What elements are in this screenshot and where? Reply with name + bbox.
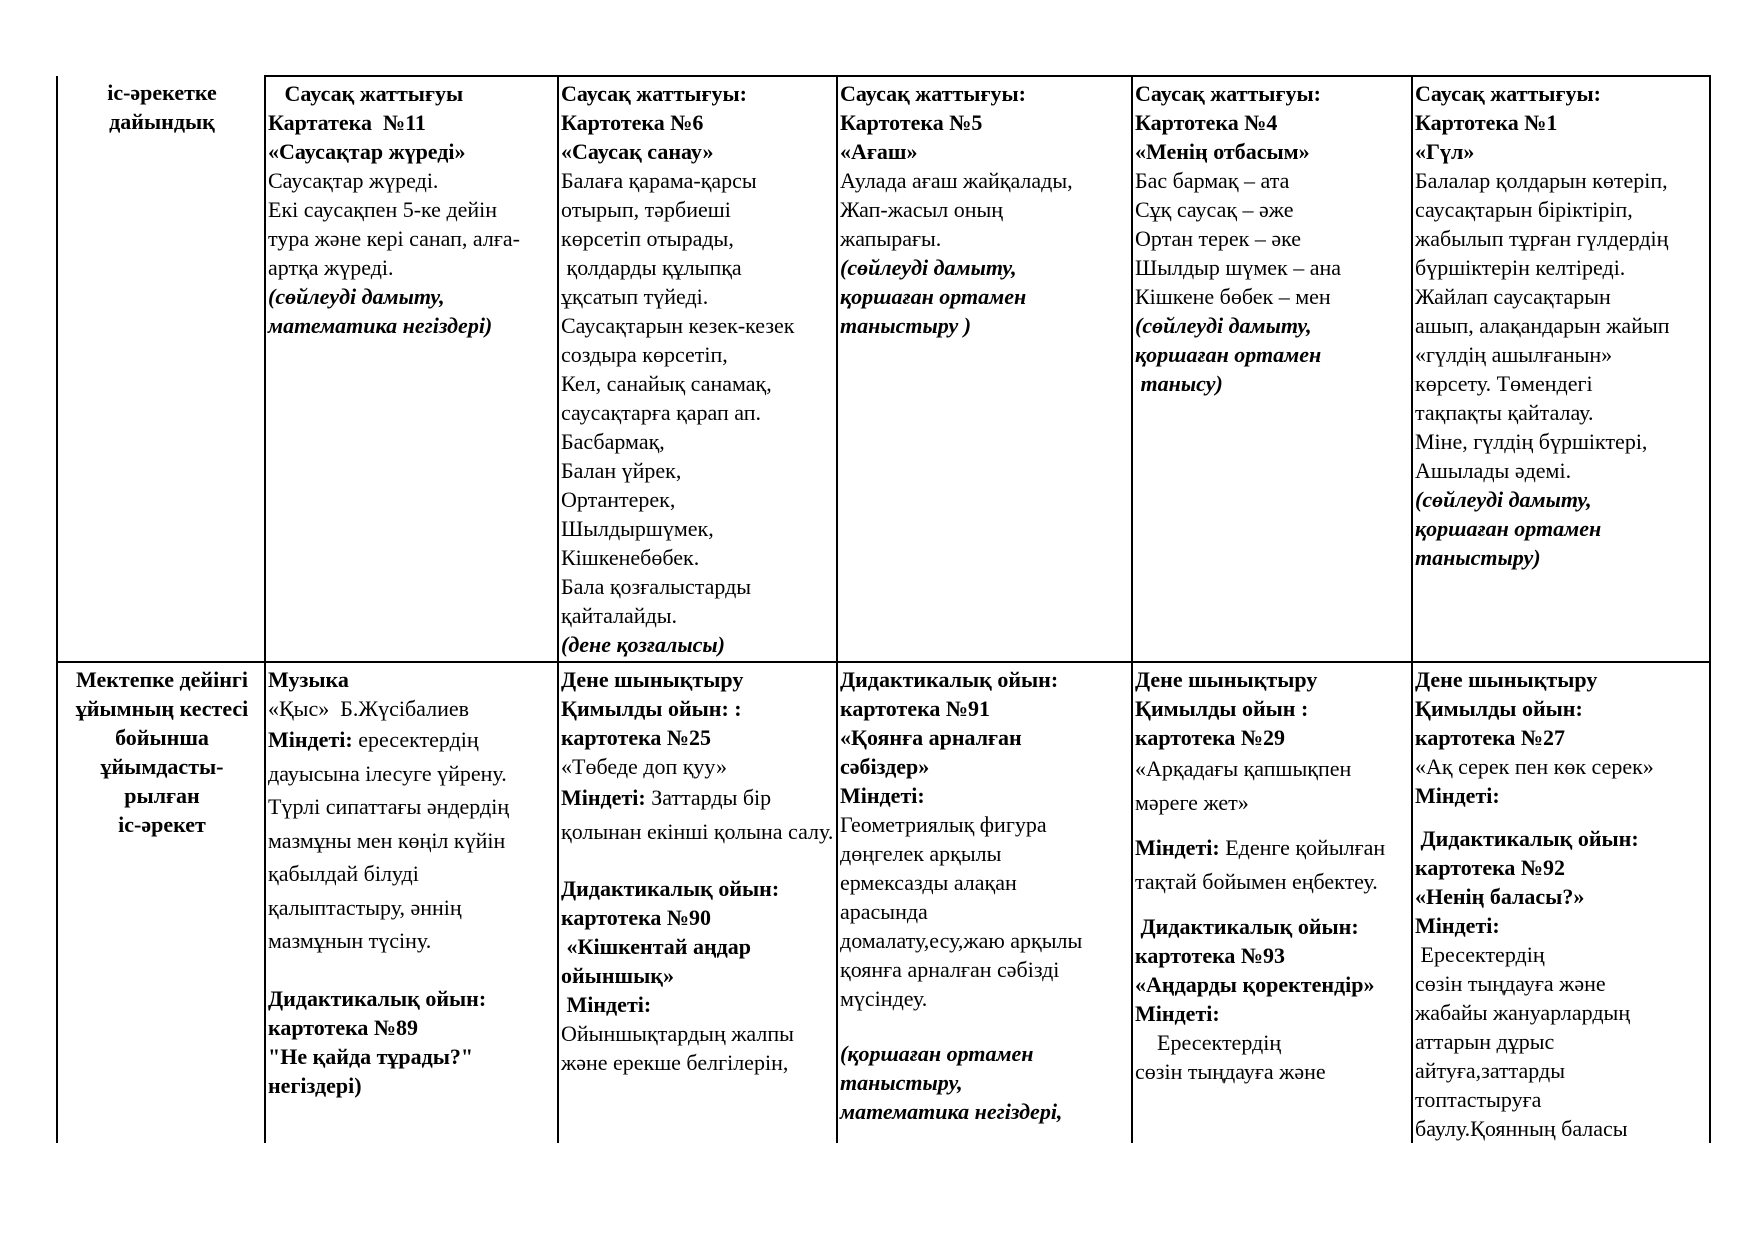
table-row-organized-activity: [57, 662, 1710, 1143]
cell-finger-exercise-1: [1412, 76, 1710, 662]
task-paragraph: [1135, 831, 1411, 898]
row-label-text: іс-әрекетке дайындық: [107, 80, 217, 134]
cell-body: Аулада ағаш жайқалады, Жап-жасыл оның жапырағы.: [840, 168, 1073, 251]
cell-heading: Дене шынықтыру Қимылды ойын: картотека №27: [1415, 667, 1598, 750]
game-title: «Арқадағы қапшықпен мәреге жет»: [1135, 756, 1357, 815]
cell-heading: Саусақ жаттығуы: Картотека №5 «Ағаш»: [840, 81, 1026, 164]
cell-note: (сөйлеуді дамыту, қоршаған ортамен таныстыру): [1415, 487, 1602, 570]
spacer: [268, 958, 557, 984]
didactic-game-text: Ойыншықтардың жалпы және ерекше белгілерін,: [561, 1021, 794, 1075]
cell-heading: Дене шынықтыру Қимылды ойын : картотека №29: [1135, 667, 1318, 750]
row-label-organized-activity: [57, 662, 265, 1143]
cell-heading: Саусақ жаттығуы Картатека №11 «Саусақтар жүреді»: [268, 81, 466, 164]
cell-note: (сөйлеуді дамыту, математика негіздері): [268, 284, 493, 338]
cell-physical-education-29: [1132, 662, 1412, 1143]
cell-note: (қоршаған ортамен таныстыру, математика негіздері,: [840, 1041, 1063, 1124]
task-text: Заттарды бір қолынан екінші қолына салу.: [561, 785, 834, 844]
row-label-text: Мектепке дейінгі ұйымның кестесі бойынша ұйымдасты- рылған іс-әрекет: [75, 667, 249, 837]
task-label: Міндеті:: [268, 727, 353, 752]
task-label: Міндеті:: [1135, 835, 1220, 860]
cell-heading: Дене шынықтыру Қимылды ойын: : картотека №25: [561, 667, 744, 750]
spacer: [1415, 810, 1709, 824]
row-label-preparation: [57, 76, 265, 662]
cell-heading: Саусақ жаттығуы: Картотека №1 «Гүл»: [1415, 81, 1601, 164]
task-text: ересектердің дауысына ілесуге үйрену. Түрлі сипаттағы әндердің мазмұны мен көңіл күйін қабылдай білуді қалыптастыру, әннің мазмұнын түсіну.: [268, 727, 515, 953]
cell-note: (дене қозғалысы): [561, 632, 725, 657]
cell-heading: Музыка: [268, 667, 349, 692]
didactic-game-heading: Дидактикалық ойын: картотека №92 «Ненің баласы?» Міндеті:: [1415, 826, 1639, 938]
task-label: Міндеті:: [561, 785, 646, 810]
spacer: [840, 1013, 1131, 1039]
spacer: [1135, 819, 1411, 831]
task-paragraph: [268, 723, 557, 958]
cell-finger-exercise-11: [265, 76, 558, 662]
spacer: [561, 848, 836, 874]
cell-heading: Саусақ жаттығуы: Картотека №6 «Саусақ санау»: [561, 81, 747, 164]
cell-heading: Саусақ жаттығуы: Картотека №4 «Менің отбасым»: [1135, 81, 1321, 164]
cell-finger-exercise-4: [1132, 76, 1412, 662]
cell-finger-exercise-6: [558, 76, 837, 662]
cell-body: Бас бармақ – ата Сұқ саусақ – әже Ортан терек – әке Шылдыр шүмек – ана Кішкене бөбек – мен: [1135, 168, 1342, 309]
cell-physical-education-27: [1412, 662, 1710, 1143]
task-paragraph: [561, 781, 836, 848]
task-label: Міндеті:: [1415, 783, 1500, 808]
game-title: «Төбеде доп қуу»: [561, 754, 727, 779]
didactic-game-text: Ересектердің сөзін тыңдауға және: [1135, 1030, 1326, 1084]
didactic-game-text: Ересектердің сөзін тыңдауға және жабайы жануарлардың аттарын дұрыс айтуға,заттарды топтастыруға баулу.Қоянның баласы: [1415, 942, 1631, 1141]
cell-body: Саусақтар жүреді. Екі саусақпен 5-ке дейін тура және кері санап, алға- артқа жүреді.: [268, 168, 520, 280]
cell-body: Балалар қолдарын көтеріп, саусақтарын біріктіріп, жабылып тұрған гүлдердің бүршіктерін келтіреді. Жайлап саусақтарын ашып, алақандарын жайып «гүлдің ашылғанын» көрсету. Төмендегі тақпақты қайталау. Міне, гүлдің бүршіктері, Ашылады әдемі.: [1415, 168, 1670, 483]
task-text: Еденге қойылған тақтай бойымен еңбектеу.: [1135, 835, 1391, 894]
cell-finger-exercise-5: [837, 76, 1132, 662]
cell-body: Балаға қарама-қарсы отырып, тәрбиеші көрсетіп отырады, қолдарды құлыпқа ұқсатып түйеді. Саусақтарын кезек-кезек создыра көрсетіп, Кел, санайық санамақ, саусақтарға қарап ап. Басбармақ, Балан үйрек, Ортантерек, Шылдыршүмек, Кішкенебөбек. Бала қозғалыстарды қайталайды.: [561, 168, 795, 628]
cell-physical-education-25: [558, 662, 837, 1143]
cell-note: (сөйлеуді дамыту, қоршаған ортамен таныстыру ): [840, 255, 1027, 338]
table-row-preparation: [57, 76, 1710, 662]
didactic-game-heading: Дидактикалық ойын: картотека №89 "Не қайда тұрады?" негіздері): [268, 985, 487, 1098]
spacer: [1135, 898, 1411, 912]
didactic-game-heading: Дидактикалық ойын: картотека №93 «Аңдарды қоректендір» Міндеті:: [1135, 914, 1375, 1026]
song-title: «Қыс» Б.Жүсібалиев: [268, 696, 469, 721]
cell-body: Геометриялық фигура дөңгелек арқылы ермексазды алақан арасында домалату,есу,жаю арқылы қоянға арналған сәбізді мүсіндеу.: [840, 812, 1083, 1011]
cell-didactic-game-91: [837, 662, 1132, 1143]
didactic-game-heading: Дидактикалық ойын: картотека №90 «Кішкентай аңдар ойыншық» Міндеті:: [561, 876, 780, 1017]
lesson-plan-table: [56, 75, 1711, 1143]
game-title: «Ақ серек пен көк серек»: [1415, 754, 1654, 779]
cell-heading: Дидактикалық ойын: картотека №91 «Қоянға арналған сәбіздер» Міндеті:: [840, 667, 1059, 808]
cell-music: [265, 662, 558, 1143]
cell-note: (сөйлеуді дамыту, қоршаған ортамен танысу): [1135, 313, 1322, 396]
